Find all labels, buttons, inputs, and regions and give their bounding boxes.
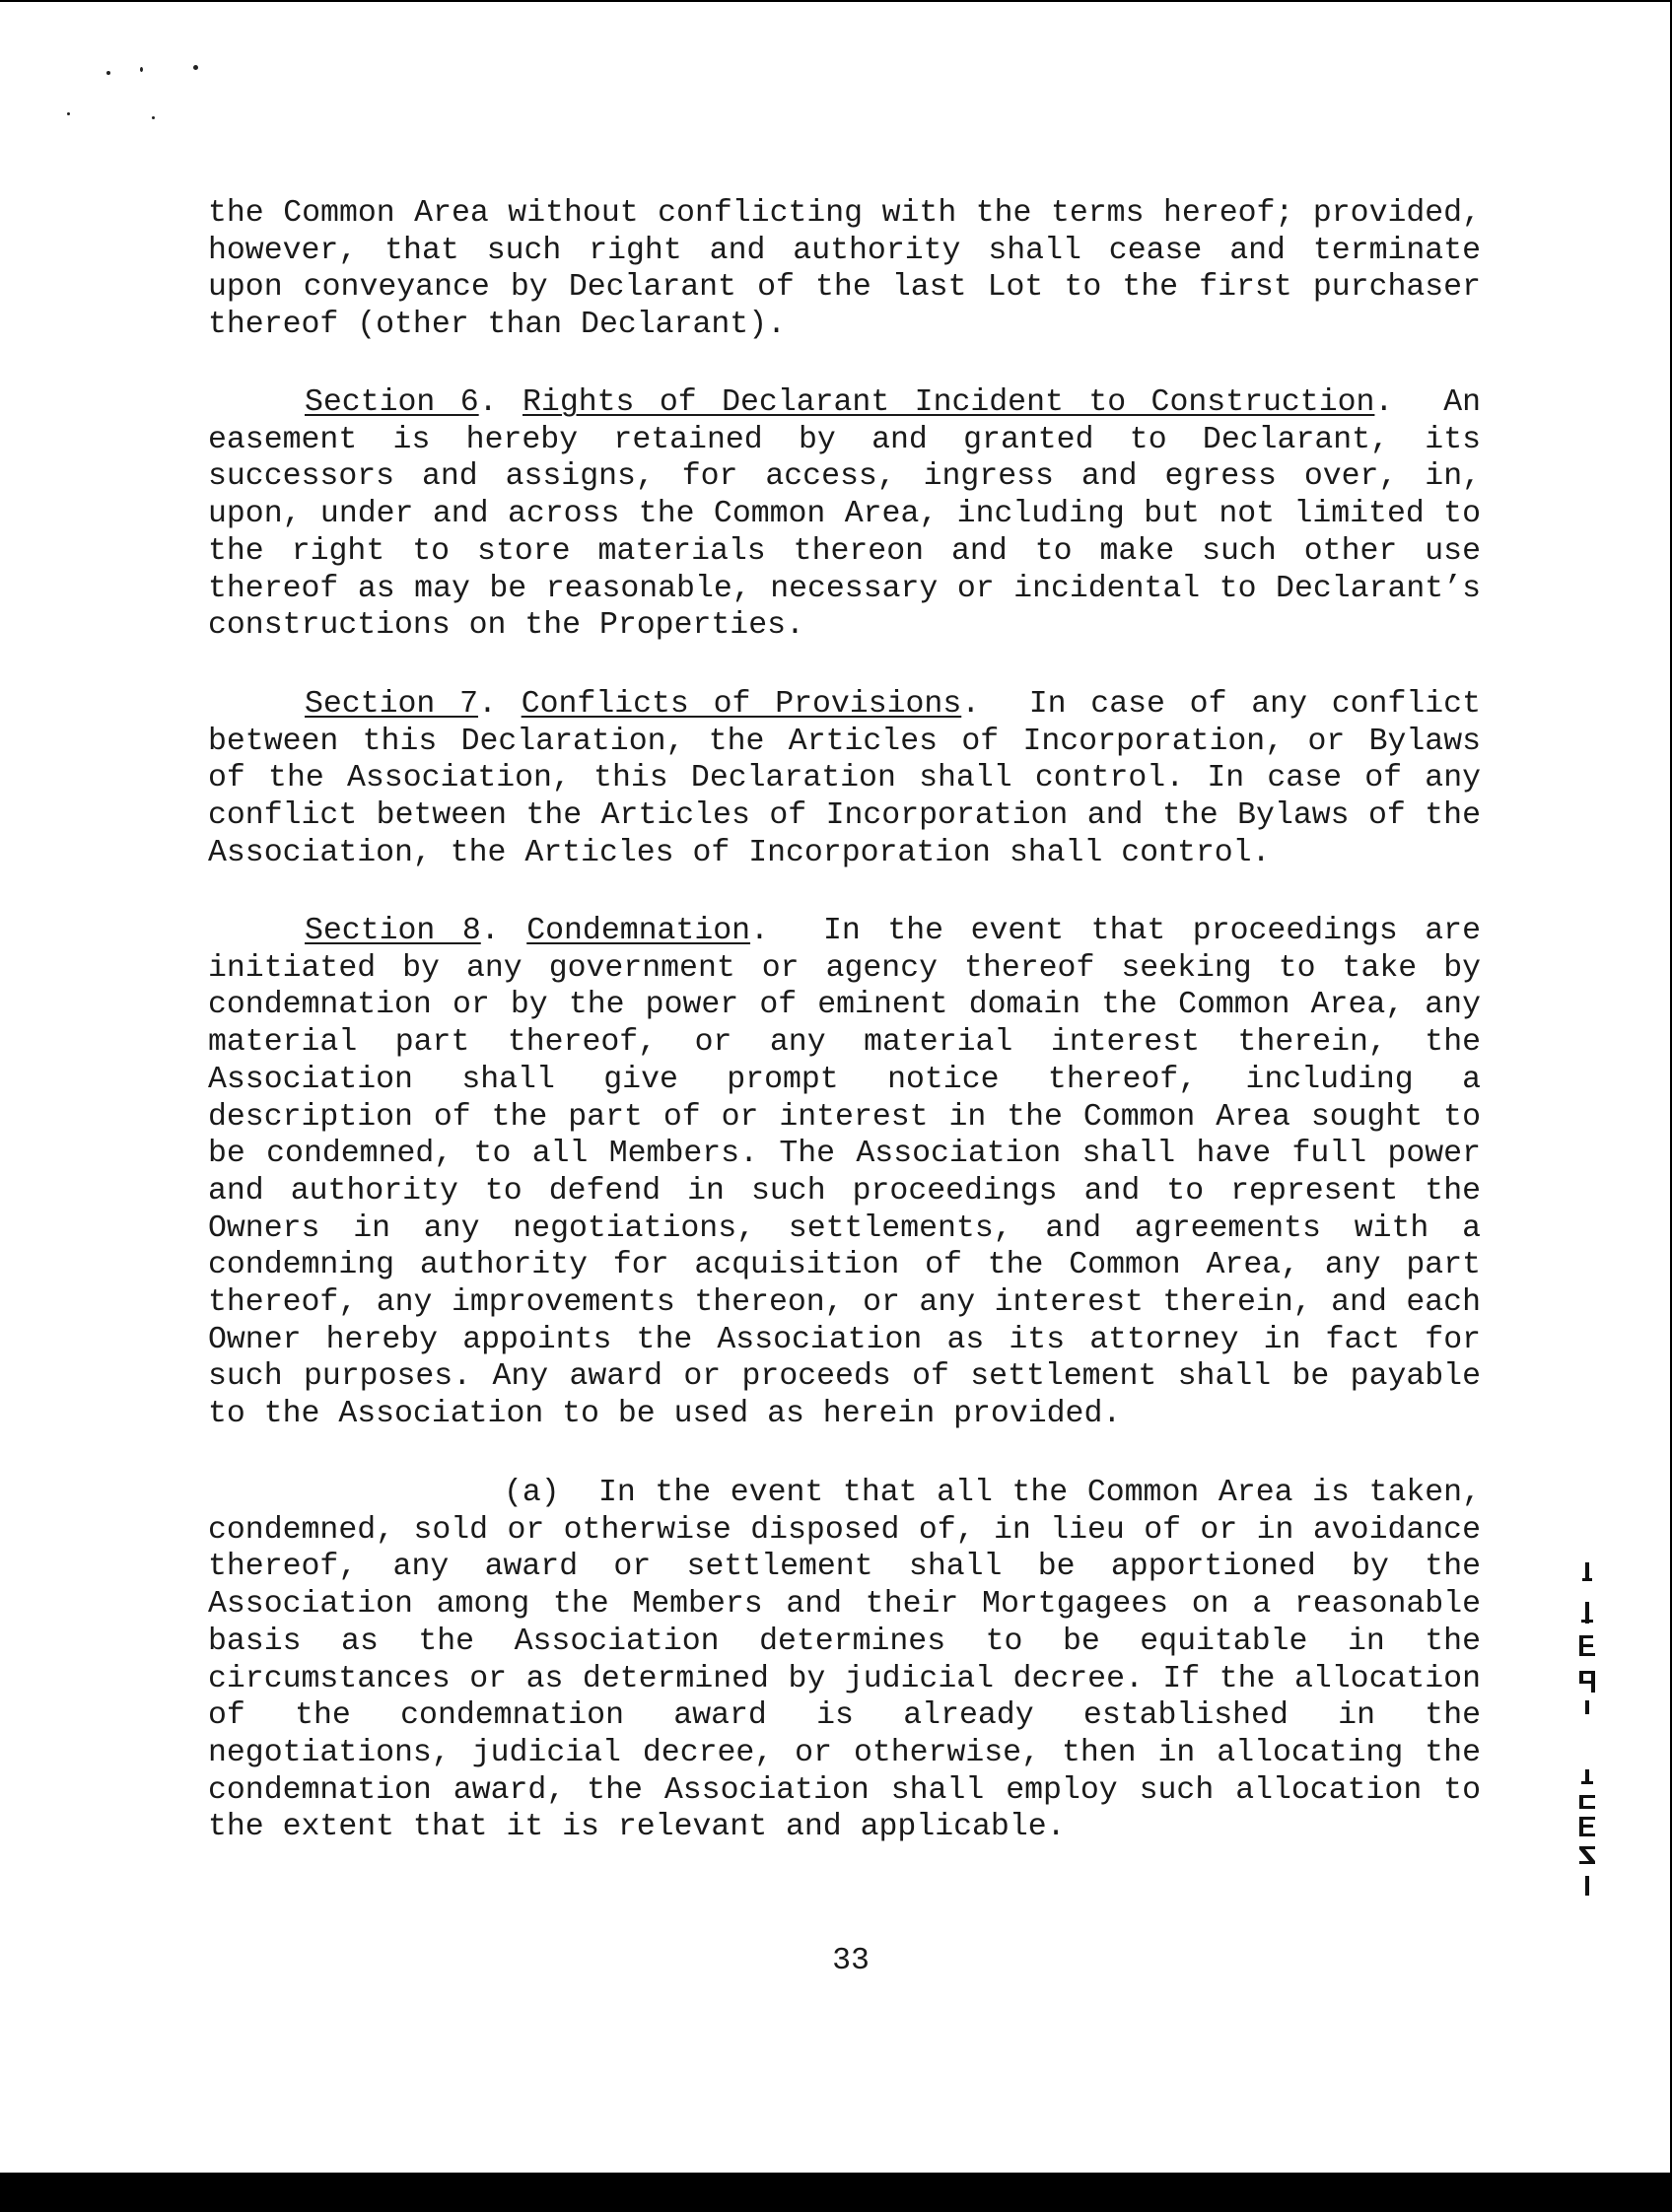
section-6-title: Rights of Declarant Incident to Construction (522, 385, 1375, 420)
section-7: Section 7. Conflicts of Provisions. In case of any conflict between this Declaration, the Articles of Incorporation, or Bylaws of the Association, this Declaration shall control. In case of any conflict between the Articles of Incorporation and the Bylaws of the Association, the Articles of Incorporation shall control. (208, 687, 1481, 870)
section-8-number: Section 8 (305, 914, 481, 948)
subsection-a (208, 1475, 1481, 1846)
subsection-a-body: In the event that all the Common Area is taken, condemned, sold or otherwise disposed of, in lieu of or in avoidance thereof, any award or settlement shall be apportioned by the Association among the Members and their Mortgagees on a reasonable basis as the Association determines to be equitable in the circumstances or as determined by judicial decree. If the allocation of the condemnation award is already established in the negotiations, judicial decree, or otherwise, then in allocating the condemnation award, the Association shall employ such allocation to the extent that it is relevant and applicable. (208, 1476, 1481, 1845)
recording-stamp-mark (1568, 1562, 1607, 1898)
scan-speck (106, 71, 110, 75)
scan-speck (152, 116, 155, 119)
section-6-number: Section 6 (305, 385, 479, 420)
page-number: 33 (832, 1944, 870, 1978)
section-8: Section 8. Condemnation. In the event that proceedings are initiated by any government or agency thereof seeking to take by condemnation or by the power of eminent domain the Common Area, any material part thereof, or any material interest therein, the Association shall give prompt notice thereof, including a description of the part of or interest in the Common Area sought to be condemned, to all Members. The Association shall have full power and authority to defend in such proceedings and to represent the Owners in any negotiations, settlements, and agreements with a condemning authority for acquisition of the Common Area, any part thereof, any improvements thereon, or any interest therein, and each Owner hereby appoints the Association as its attorney in fact for such purposes. Any award or proceeds of settlement shall be payable to the Association to be used as herein provided. (208, 914, 1481, 1432)
scan-speck (193, 65, 198, 70)
scan-bottom-edge (0, 2173, 1672, 2212)
section-6: Section 6. Rights of Declarant Incident to Construction. An easement is hereby retained by and granted to Declarant, its successors and assigns, for access, ingress and egress over, in, upon, under and across the Common Area, including but not limited to the right to store materials thereon and to make such other use thereof as may be reasonable, necessary or incidental to Declarant’s constructions on the Properties. (208, 385, 1481, 644)
section-8-title: Condemnation (526, 914, 751, 948)
scan-speck (140, 67, 143, 72)
paragraph-text: the Common Area without conflicting with the terms hereof; provided, however, that such right and authority shall cease and terminate upon conveyance by Declarant of the last Lot to the first purchaser thereof (other than Declarant). (208, 196, 1481, 343)
section-7-number: Section 7 (305, 687, 479, 722)
section-8-body: In the event that proceedings are initiated by any government or agency thereof seeking to take by condemnation or by the power of eminent domain the Common Area, any material part thereof, or any material interest therein, the Association shall give prompt notice thereof, including a description of the part of or interest in the Common Area sought to be condemned, to all Members. The Association shall have full power and authority to defend in such proceedings and to represent the Owners in any negotiations, settlements, and agreements with a condemning authority for acquisition of the Common Area, any part thereof, any improvements thereon, or any interest therein, and each Owner hereby appoints the Association as its attorney in fact for such purposes. Any award or proceeds of settlement shall be payable to the Association to be used as herein provided. (208, 914, 1481, 1432)
paragraph-continuation (208, 195, 1481, 344)
section-7-title: Conflicts of Provisions (521, 687, 962, 722)
scan-top-edge (0, 0, 1672, 2)
subsection-a-label: (a) (504, 1476, 560, 1510)
section-7-body: In case of any conflict between this Declaration, the Articles of Incorporation, or Bylaws of the Association, this Declaration shall control. In case of any conflict between the Articles of Incorporation and the Bylaws of the Association, the Articles of Incorporation shall control. (208, 687, 1481, 870)
scan-speck (67, 112, 70, 115)
section-6-body: An easement is hereby retained by and granted to Declarant, its successors and assigns, for access, ingress and egress over, in, upon, under and across the Common Area, including but not limited to the right to store materials thereon and to make such other use thereof as may be reasonable, necessary or incidental to Declarant’s constructions on the Properties. (208, 385, 1481, 644)
